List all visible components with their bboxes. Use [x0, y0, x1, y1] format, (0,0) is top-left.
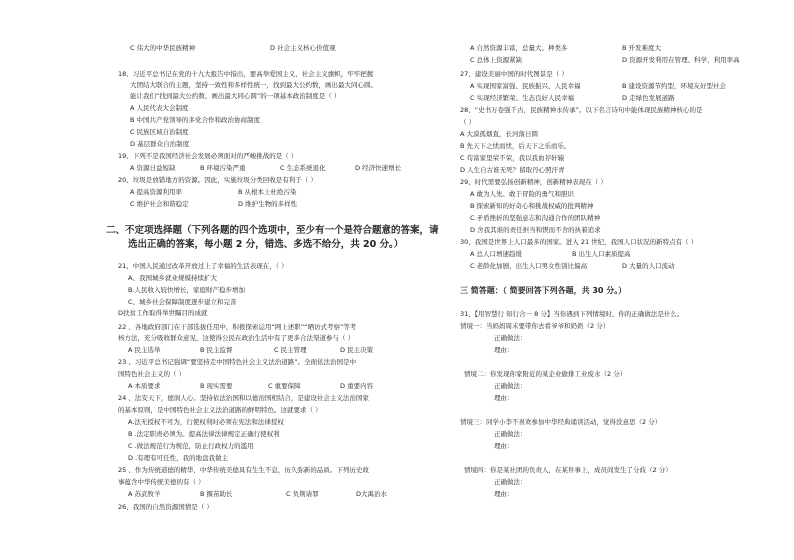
q17-option-c: C 伟大的中华民族精神 — [130, 44, 196, 52]
q29-option: D 舍我其谁的责任担当和锲而不舍的执着追求 — [470, 226, 601, 234]
scenario-2-reason-label: 理由： — [494, 394, 514, 402]
q25-option: D大禹治水 — [356, 490, 388, 498]
q20-option: C 维护社会和谐稳定 — [130, 200, 189, 208]
scenario-1-reason-label: 理由： — [494, 346, 514, 354]
q21-option: D扶贫工作取得举世瞩目的成就 — [118, 309, 208, 317]
q30-option: C 老龄化加剧，出生人口男女性别比偏高 — [470, 262, 588, 270]
q21-option: A、我国城乡就业规模持续扩大 — [128, 274, 217, 282]
q20-stem: 20、垃圾是放错地方的资源。因此，实施垃圾分类回收是有利于（ ） — [118, 176, 317, 184]
q18-option: C 民族区域自治制度 — [130, 128, 189, 136]
section-2-title: 二、不定项选择题（下列各题的四个选项中，至少有一个是符合题意的答案，请 — [106, 225, 439, 236]
q25-line: 25 、作为传统道德的精华，中华传统美德具有生生不息，历久弥新的品质。下列历史故 — [118, 466, 369, 474]
q23-option: D 重要内容 — [340, 382, 374, 390]
q27-stem: 27、建设美丽中国的时代图景是（ ） — [460, 70, 568, 78]
q27-option: A 实现国家富强、民族振兴、人民幸福 — [470, 82, 581, 90]
section-2-title: 选出正确的答案，每小题 2 分，错选、多选不给分，共 20 分。） — [128, 239, 404, 250]
q20-option: D 维护生物的多样性 — [238, 200, 298, 208]
scenario-3-answer-label: 正确做法： — [494, 430, 527, 438]
q22-option: C 民主管理 — [274, 346, 307, 354]
q17-option-d: D 社会主义核心价值观 — [270, 44, 336, 52]
q26-stem: 26、我国的自然资源国情是（ ） — [118, 503, 213, 511]
q28-option: B 先天下之忧而忧，后天下之乐而乐， — [460, 142, 571, 150]
q18-line: 大团结大联合的主题，坚持一致性和多样性统一，找到最大公约数，画出最大同心圆。 — [130, 81, 377, 89]
q26-option: A 自然资源丰富，总量大、种类多 — [470, 44, 568, 52]
q18-option: D 基层群众自治制度 — [130, 140, 190, 148]
q23-option: B 现实需要 — [200, 382, 233, 390]
q22-option: D 民主决策 — [340, 346, 374, 354]
q22-line: 22 、各地政府部门在干部选拔任用中，积极探索运用“网上述职”“晒访式考察”等考 — [118, 323, 357, 331]
q29-stem: 29、时代需要弘扬创新精神，创新精神表现在（ ） — [460, 178, 607, 186]
q19-option: C 生态系统退化 — [280, 164, 326, 172]
q31-stem: 31、【用智慧行 知行合一 8 分】当你遇到下列情境时，你的正确做法是什么。 — [460, 310, 684, 318]
q23-line: 国特色社会主义的（ ） — [118, 370, 186, 378]
q18-option: A 人民代表大会制度 — [130, 104, 189, 112]
q25-option: C 负荆请罪 — [286, 490, 319, 498]
scenario-3: 情境三：同学小李不喜欢参加中华经典诵读活动，觉得没意思（2 分） — [460, 418, 662, 426]
q19-option: D 经济快速增长 — [355, 164, 402, 172]
q20-option: A 提高资源利用率 — [130, 188, 183, 196]
q29-option: B 探索新知的好奇心和挑战权威的批判精神 — [470, 202, 594, 210]
q30-stem: 30、我国是世界上人口最多的国家。进入 21 世纪，我国人口状况的新特点有（ ） — [460, 238, 698, 246]
q23-option: A 本质要求 — [128, 382, 161, 390]
q24-option: A.法无授权不可为，行使权利时必须在宪法和法律授权 — [128, 418, 284, 426]
q27-option: D 走绿色发展道路 — [622, 94, 675, 102]
q18-line: 能让我们“找到最大公约数，画出最大同心圆”的一项基本政治制度是（ ） — [130, 92, 341, 100]
q30-option: D 大量的人口流动 — [622, 262, 675, 270]
q28-option: C 苟富家里荣不荣，我以我血荐轩辕 — [460, 154, 565, 162]
q28-line: （ ） — [460, 118, 476, 126]
scenario-1-answer-label: 正确做法： — [494, 334, 527, 342]
q27-option: B 建设资源节约型，环境友好型社会 — [622, 82, 727, 90]
q21-stem: 21、中国人民通过改革开放过上了幸福的生活表现在，（ ） — [118, 262, 288, 270]
q29-option: C 矛盾挫折的坚强意志和沟通合作的团队精神 — [470, 214, 601, 222]
scenario-4: 情境四：你是某社团的负责人，在某件事上，成员间发生了分歧（2 分） — [464, 466, 672, 474]
q30-option: A 总人口增速趋缓 — [470, 250, 523, 258]
q18-option: B 中国共产党领导的多党合作和政治协商制度 — [130, 116, 261, 124]
q28-option: A 大漠孤烟直，长河落日圆 — [460, 130, 539, 138]
q21-option: B.人民收入较快增长，家庭财产稳步增加 — [128, 286, 246, 294]
q26-option: B 开发难度大 — [622, 44, 662, 52]
q21-option: C、城乡社会保障制度逐步建立和完善 — [128, 298, 237, 306]
q26-option: D 资源开发利用在管理、科学、利用率高 — [622, 56, 740, 64]
section-3-title: 三 简答题：（ 简要回答下列各题，共 30 分。） — [460, 286, 627, 295]
q24-option: D .有理有可任性，我的地盘我做主 — [128, 454, 229, 462]
q26-option: C 总体上资源紧缺 — [470, 56, 523, 64]
q23-option: C 重要保障 — [268, 382, 301, 390]
q25-line: 事蕴含中华传统美德的有（ ） — [118, 478, 205, 486]
q28-option: D 人生自古谁无死？留取丹心照汗青 — [460, 166, 565, 174]
q25-option: B 揠苗助长 — [200, 490, 233, 498]
q23-line: 23 、习近平总书记强调“要坚持走中国特色社会主义法治道路”。全面依法治国是中 — [118, 358, 357, 366]
scenario-2-answer-label: 正确做法： — [494, 382, 527, 390]
scenario-4-answer-label: 正确做法： — [494, 478, 527, 486]
q30-option: B 出生人口素质提高 — [572, 250, 631, 258]
scenario-4-reason-label: 理由： — [494, 490, 514, 498]
scenario-3-reason-label: 理由： — [494, 442, 514, 450]
q22-option: A 民主选举 — [128, 346, 161, 354]
q25-option: A 苏武牧羊 — [128, 490, 161, 498]
q24-line: 的基本原则，是中国特色社会主义法治道路的鲜明特色。这就要求（ ） — [118, 406, 322, 414]
q20-option: B 从根本上杜绝污染 — [238, 188, 297, 196]
scenario-1: 情境一：当妈妈周末要带你去看爷爷和奶奶（2 分） — [460, 322, 610, 330]
q19-stem: 19、下列不是我国经济社会发展必须面对的严峻挑战的是（ ） — [118, 152, 298, 160]
q27-option: C 实现经济繁荣、生态良好人民幸福 — [470, 94, 575, 102]
q24-line: 24 、法安天下，德润人心。坚持依法治国和以德治国相结合，是建设社会主义法治国家 — [118, 394, 369, 402]
scenario-2: 情境二：你发现你家附近的某企业偷排工业废水（2 分） — [464, 370, 627, 378]
q22-option: B 民主监督 — [200, 346, 233, 354]
q18-line: 18、习近平总书记在党的十九大报告中指出，要高举爱国主义、社会主义旗帜，牢牢把握 — [118, 70, 374, 78]
q24-option: B .法定职责必须为。提高法律法律规定正确行使权利 — [128, 430, 280, 438]
q19-option: A 资源日益短缺 — [130, 164, 176, 172]
q22-line: 核方法，充分吸收群众意见，这使得公民在政治生活中有了更多合法渠道参与（ ） — [118, 334, 355, 342]
q24-option: C .做法规范行为规范，防止行政权力的滥用 — [128, 442, 254, 450]
q29-option: A 敢为人先、敢于冒险的勇气和胆识 — [470, 190, 575, 198]
q19-option: B 环境污染严重 — [200, 164, 246, 172]
q28-line: 28、“史书万卷强千古，民族精神永传承”。以下名言诗句中能体现民族精神核心的是 — [460, 106, 703, 114]
